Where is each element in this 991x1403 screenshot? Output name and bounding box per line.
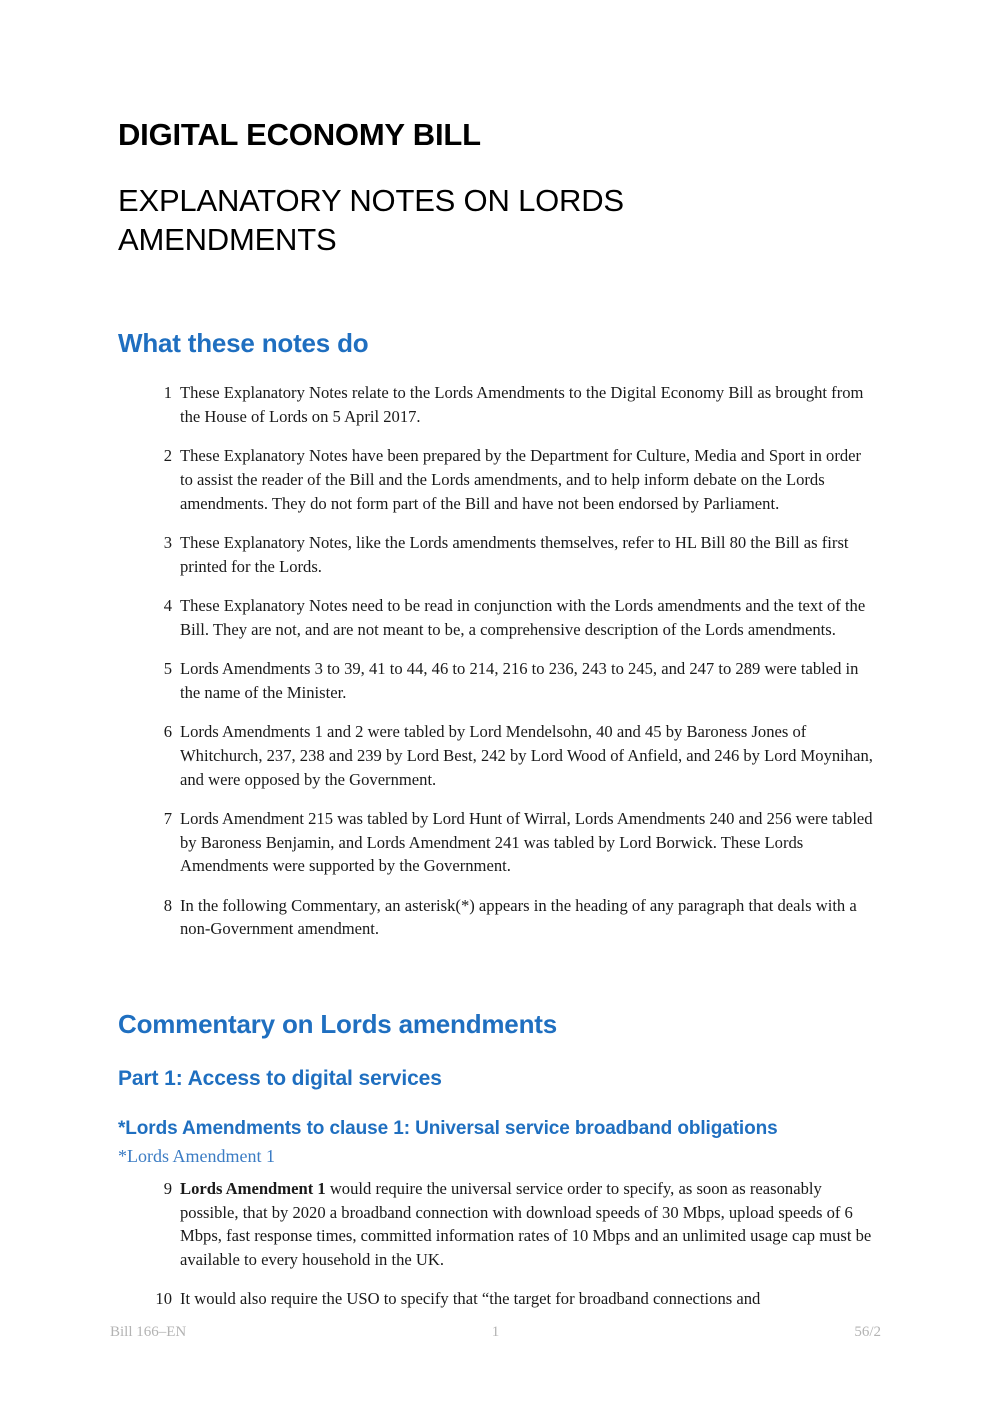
numbered-paragraph [118, 594, 875, 641]
paragraph-number: 1 [163, 383, 172, 403]
page-content [118, 0, 875, 1311]
section-heading-lords-amendment-1: *Lords Amendment 1 [118, 1145, 275, 1166]
page-footer [110, 1324, 881, 1341]
paragraph-text: Lords Amendments 1 and 2 were tabled by Lord Mendelsohn, 40 and 45 by Baroness Jones of Whitchurch, 237, 238 and 239 by Lord Best, 242 by Lord Wood of Anfield, and 246 by Lord Moynihan, and were opposed by the Government. [180, 722, 873, 789]
paragraph-number: 7 [163, 809, 172, 829]
paragraph-number: 6 [163, 722, 172, 742]
section-heading-commentary: Commentary on Lords amendments [118, 1008, 557, 1039]
paragraph-text [180, 1179, 871, 1269]
paragraph-text: These Explanatory Notes have been prepared by the Department for Culture, Media and Sport in order to assist the reader of the Bill and the Lords amendments, and to help inform debate on the Lords amendments. They do not form part of the Bill and have not been endorsed by Parliament. [180, 446, 862, 513]
paragraph-text: These Explanatory Notes, like the Lords amendments themselves, refer to HL Bill 80 the Bill as first printed for the Lords. [180, 533, 849, 576]
numbered-paragraph [118, 720, 875, 791]
notes-paragraph-list [118, 359, 875, 941]
paragraph-number: 8 [163, 895, 172, 915]
paragraph-text: Lords Amendments 3 to 39, 41 to 44, 46 to 214, 216 to 236, 243 to 245, and 247 to 289 were tabled in the name of the Minister. [180, 659, 859, 702]
paragraph-number: 10 [155, 1289, 172, 1309]
section-heading-clause-1: *Lords Amendments to clause 1: Universal service broadband obligations [118, 1118, 778, 1140]
document-title: DIGITAL ECONOMY BILL [118, 117, 481, 152]
numbered-paragraph [118, 1287, 875, 1311]
paragraph-text: Lords Amendment 215 was tabled by Lord Hunt of Wirral, Lords Amendments 240 and 256 were tabled by Baroness Benjamin, and Lords Amendment 241 was tabled by Lord Borwick. These Lords Amendments were supported by the Government. [180, 809, 873, 876]
numbered-paragraph [118, 444, 875, 515]
paragraph-bold-lead: Lords Amendment 1 [180, 1179, 326, 1199]
footer-bill-reference: Bill 166–EN [110, 1324, 187, 1340]
section-heading-part-1: Part 1: Access to digital services [118, 1067, 442, 1091]
paragraph-text: In the following Commentary, an asterisk(*) appears in the heading of any paragraph that deals with a non-Government amendment. [180, 895, 857, 939]
paragraph-rest: would require the universal service order to specify, as soon as reasonably possible, that by 2020 a broadband connection with download speeds of 30 Mbps, upload speeds of 6 Mbps, fast response times, committed information rates of 10 Mbps and an unlimited usage cap must be available to every household in the UK. [180, 1179, 872, 1269]
paragraph-text: These Explanatory Notes relate to the Lords Amendments to the Digital Economy Bill as brought from the House of Lords on 5 April 2017. [180, 383, 864, 426]
footer-document-reference: 56/2 [854, 1324, 881, 1340]
footer-page-number: 1 [491, 1324, 500, 1340]
document-subtitle: EXPLANATORY NOTES ON LORDS AMENDMENTS [118, 182, 624, 258]
paragraph-text: It would also require the USO to specify that “the target for broadband connections and [180, 1289, 761, 1309]
commentary-paragraph-list [118, 1167, 875, 1311]
paragraph-number: 2 [163, 446, 172, 466]
numbered-paragraph [118, 1177, 875, 1271]
numbered-paragraph [118, 807, 875, 878]
numbered-paragraph [118, 531, 875, 578]
numbered-paragraph [118, 657, 875, 704]
paragraph-number: 4 [163, 596, 172, 616]
section-heading-what-these-notes-do: What these notes do [118, 328, 369, 359]
paragraph-text: These Explanatory Notes need to be read in conjunction with the Lords amendments and the text of the Bill. They are not, and are not meant to be, a comprehensive description of the Lords amendments. [180, 596, 866, 639]
paragraph-number: 9 [163, 1179, 172, 1199]
paragraph-number: 5 [163, 659, 172, 679]
numbered-paragraph [118, 381, 875, 428]
numbered-paragraph [118, 894, 875, 941]
paragraph-number: 3 [163, 533, 172, 553]
